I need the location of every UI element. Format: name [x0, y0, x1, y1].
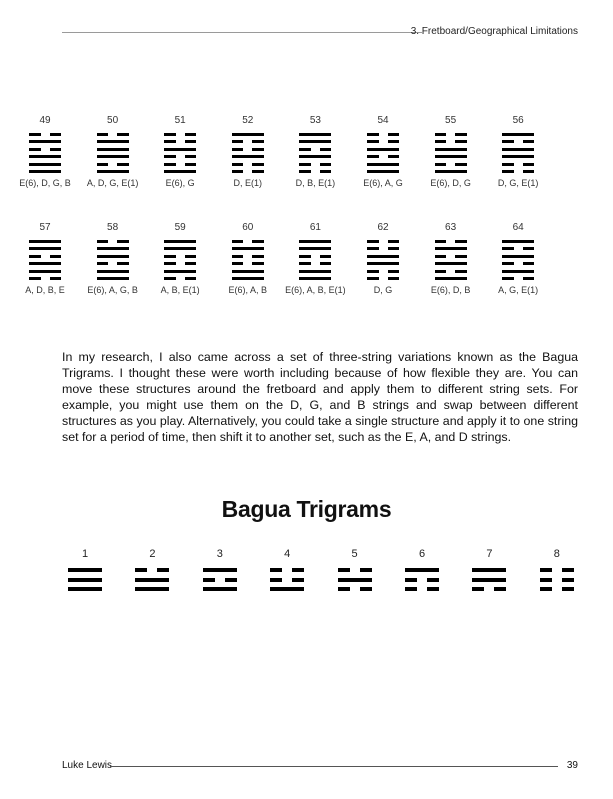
hexagram-strings-label: A, D, B, E — [25, 285, 65, 295]
trigram-8 — [527, 548, 587, 591]
broken-line — [164, 262, 196, 265]
solid-line — [435, 262, 467, 265]
broken-line — [29, 255, 61, 258]
trigram-number: 1 — [81, 548, 89, 560]
broken-line — [232, 240, 264, 243]
broken-line — [435, 255, 467, 258]
broken-line — [97, 163, 129, 166]
hexagram-strings-label: E(6), D, G — [430, 178, 471, 188]
trigram-symbol — [135, 568, 169, 591]
solid-line — [502, 270, 534, 273]
solid-line — [29, 240, 61, 243]
solid-line — [164, 240, 196, 243]
hexagram-symbol — [299, 133, 331, 173]
broken-line — [367, 155, 399, 158]
solid-line — [164, 270, 196, 273]
solid-line — [232, 247, 264, 250]
solid-line — [29, 247, 61, 250]
solid-line — [29, 163, 61, 166]
broken-line — [435, 270, 467, 273]
trigram-number: 3 — [216, 548, 223, 560]
solid-line — [502, 155, 534, 158]
solid-line — [135, 578, 169, 582]
solid-line — [164, 148, 196, 151]
solid-line — [97, 140, 129, 143]
header-rule — [62, 32, 422, 33]
hexagram-row-57-64 — [25, 222, 595, 322]
hexagram-strings-label: E(6), A, G — [363, 178, 403, 188]
broken-line — [164, 163, 196, 166]
broken-line — [405, 578, 439, 582]
broken-line — [435, 163, 467, 166]
hexagram-symbol — [29, 133, 61, 173]
hexagram-strings-label: A, G, E(1) — [498, 285, 539, 295]
trigram-2 — [122, 548, 182, 591]
trigram-symbol — [472, 568, 506, 591]
hexagram-symbol — [97, 133, 129, 173]
hexagram-strings-label: E(6), G — [165, 178, 195, 188]
solid-line — [29, 170, 61, 173]
broken-line — [502, 262, 534, 265]
hexagram-number: 55 — [445, 115, 457, 126]
hexagram-number: 61 — [309, 222, 321, 233]
hexagram-strings-label: E(6), A, G, B — [87, 285, 138, 295]
solid-line — [502, 133, 534, 136]
solid-line — [29, 262, 61, 265]
hexagram-symbol — [502, 133, 534, 173]
hexagram-strings-label: E(6), D, B — [430, 285, 471, 295]
broken-line — [29, 148, 61, 151]
solid-line — [97, 255, 129, 258]
broken-line — [502, 140, 534, 143]
hexagram-symbol — [367, 240, 399, 280]
trigram-symbol — [270, 568, 304, 591]
solid-line — [367, 170, 399, 173]
broken-line — [270, 578, 304, 582]
hexagram-number: 63 — [445, 222, 457, 233]
hexagram-number: 50 — [107, 115, 119, 126]
solid-line — [299, 133, 331, 136]
solid-line — [367, 163, 399, 166]
broken-line — [29, 277, 61, 280]
broken-line — [97, 240, 129, 243]
hexagram-strings-label: A, D, G, E(1) — [86, 178, 139, 188]
solid-line — [299, 140, 331, 143]
hexagram-strings-label: D, G — [373, 285, 393, 295]
solid-line — [338, 578, 372, 582]
hexagram-64 — [473, 222, 563, 296]
trigram-number: 7 — [486, 548, 493, 560]
broken-line — [203, 578, 237, 582]
hexagram-symbol — [299, 240, 331, 280]
broken-line — [367, 133, 399, 136]
solid-line — [97, 247, 129, 250]
trigram-number: 5 — [351, 548, 358, 560]
hexagram-symbol — [435, 240, 467, 280]
hexagram-number: 54 — [377, 115, 389, 126]
solid-line — [435, 247, 467, 250]
hexagram-number: 58 — [107, 222, 119, 233]
broken-line — [502, 163, 534, 166]
broken-line — [540, 578, 574, 582]
solid-line — [97, 170, 129, 173]
solid-line — [203, 568, 237, 572]
solid-line — [232, 155, 264, 158]
hexagram-strings-label: E(6), A, B — [228, 285, 268, 295]
solid-line — [435, 148, 467, 151]
hexagram-symbol — [435, 133, 467, 173]
trigram-symbol — [203, 568, 237, 591]
broken-line — [502, 247, 534, 250]
broken-line — [164, 255, 196, 258]
broken-line — [502, 277, 534, 280]
hexagram-number: 53 — [309, 115, 321, 126]
broken-line — [164, 277, 196, 280]
header-title: 3. Fretboard/Geographical Limitations — [410, 26, 578, 37]
solid-line — [435, 155, 467, 158]
page-number: 39 — [566, 760, 578, 771]
broken-line — [540, 587, 574, 591]
broken-line — [299, 262, 331, 265]
hexagram-symbol — [164, 240, 196, 280]
solid-line — [97, 148, 129, 151]
solid-line — [502, 240, 534, 243]
trigram-4 — [257, 548, 317, 591]
solid-line — [164, 170, 196, 173]
broken-line — [435, 240, 467, 243]
broken-line — [367, 247, 399, 250]
solid-line — [68, 568, 102, 572]
broken-line — [367, 140, 399, 143]
broken-line — [435, 140, 467, 143]
trigram-symbol — [68, 568, 102, 591]
hexagram-number: 56 — [512, 115, 524, 126]
broken-line — [164, 155, 196, 158]
broken-line — [232, 148, 264, 151]
solid-line — [135, 587, 169, 591]
solid-line — [29, 140, 61, 143]
solid-line — [435, 170, 467, 173]
solid-line — [502, 148, 534, 151]
trigram-symbol — [405, 568, 439, 591]
trigram-symbol — [338, 568, 372, 591]
broken-line — [232, 140, 264, 143]
hexagram-56 — [473, 115, 563, 189]
hexagram-strings-label: D, G, E(1) — [497, 178, 539, 188]
hexagram-symbol — [232, 133, 264, 173]
trigram-number: 6 — [418, 548, 426, 560]
hexagram-strings-label: E(6), D, G, B — [19, 178, 71, 188]
broken-line — [232, 170, 264, 173]
solid-line — [68, 587, 102, 591]
broken-line — [502, 170, 534, 173]
broken-line — [367, 277, 399, 280]
solid-line — [367, 255, 399, 258]
broken-line — [299, 163, 331, 166]
broken-line — [472, 587, 506, 591]
solid-line — [232, 277, 264, 280]
trigram-number: 4 — [284, 548, 291, 560]
solid-line — [203, 587, 237, 591]
hexagram-symbol — [164, 133, 196, 173]
solid-line — [299, 240, 331, 243]
solid-line — [299, 277, 331, 280]
hexagram-symbol — [232, 240, 264, 280]
solid-line — [232, 133, 264, 136]
trigram-7 — [459, 548, 519, 591]
trigram-1 — [55, 548, 115, 591]
solid-line — [270, 587, 304, 591]
solid-line — [299, 270, 331, 273]
hexagram-number: 52 — [242, 115, 254, 126]
trigram-5 — [325, 548, 385, 591]
broken-line — [135, 568, 169, 572]
trigram-3 — [190, 548, 250, 591]
broken-line — [164, 140, 196, 143]
hexagram-symbol — [29, 240, 61, 280]
solid-line — [164, 247, 196, 250]
hexagram-number: 57 — [39, 222, 51, 233]
broken-line — [97, 262, 129, 265]
hexagram-strings-label: E(6), A, B, E(1) — [285, 285, 346, 295]
broken-line — [299, 170, 331, 173]
broken-line — [405, 587, 439, 591]
solid-line — [29, 155, 61, 158]
solid-line — [97, 155, 129, 158]
trigram-row — [0, 548, 613, 598]
trigram-number: 2 — [149, 548, 156, 560]
solid-line — [472, 578, 506, 582]
solid-line — [367, 262, 399, 265]
solid-line — [299, 155, 331, 158]
broken-line — [299, 255, 331, 258]
hexagram-strings-label: D, B, E(1) — [295, 178, 336, 188]
trigram-symbol — [540, 568, 574, 591]
hexagram-number: 51 — [174, 115, 186, 126]
hexagram-number: 62 — [377, 222, 389, 233]
solid-line — [435, 277, 467, 280]
broken-line — [232, 262, 264, 265]
broken-line — [338, 587, 372, 591]
solid-line — [97, 270, 129, 273]
broken-line — [338, 568, 372, 572]
solid-line — [405, 568, 439, 572]
hexagram-strings-label: D, E(1) — [233, 178, 263, 188]
hexagram-number: 49 — [39, 115, 51, 126]
hexagram-number: 59 — [174, 222, 186, 233]
solid-line — [472, 568, 506, 572]
hexagram-symbol — [97, 240, 129, 280]
hexagram-symbol — [367, 133, 399, 173]
trigram-6 — [392, 548, 452, 591]
solid-line — [502, 255, 534, 258]
hexagram-symbol — [502, 240, 534, 280]
broken-line — [97, 133, 129, 136]
hexagram-number: 64 — [512, 222, 524, 233]
broken-line — [299, 148, 331, 151]
broken-line — [29, 133, 61, 136]
trigram-number: 8 — [553, 548, 560, 560]
hexagram-number: 60 — [242, 222, 254, 233]
solid-line — [232, 270, 264, 273]
solid-line — [97, 277, 129, 280]
body-paragraph: In my research, I also came across a set of three-string variations known as the Bagua Trigrams. I thought these were worth including because of how flexible they are. You can move these structures around the fretboard and apply them to different string sets. For example, you might use them on the D, G, and B strings and swap between different structures as you play. Alternatively, you could take a single structure and apply it to one string set for a period of time, then shift it to another set, such as the E, A, and D strings. — [62, 350, 578, 444]
hexagram-row-49-56 — [19, 115, 595, 215]
footer-rule — [110, 766, 558, 767]
broken-line — [435, 133, 467, 136]
broken-line — [232, 255, 264, 258]
solid-line — [367, 148, 399, 151]
footer-author: Luke Lewis — [62, 760, 113, 771]
solid-line — [68, 578, 102, 582]
broken-line — [164, 133, 196, 136]
broken-line — [367, 240, 399, 243]
broken-line — [232, 163, 264, 166]
broken-line — [367, 270, 399, 273]
hexagram-strings-label: A, B, E(1) — [160, 285, 200, 295]
solid-line — [299, 247, 331, 250]
section-title-bagua-trigrams: Bagua Trigrams — [221, 496, 392, 522]
broken-line — [540, 568, 574, 572]
solid-line — [29, 270, 61, 273]
broken-line — [270, 568, 304, 572]
